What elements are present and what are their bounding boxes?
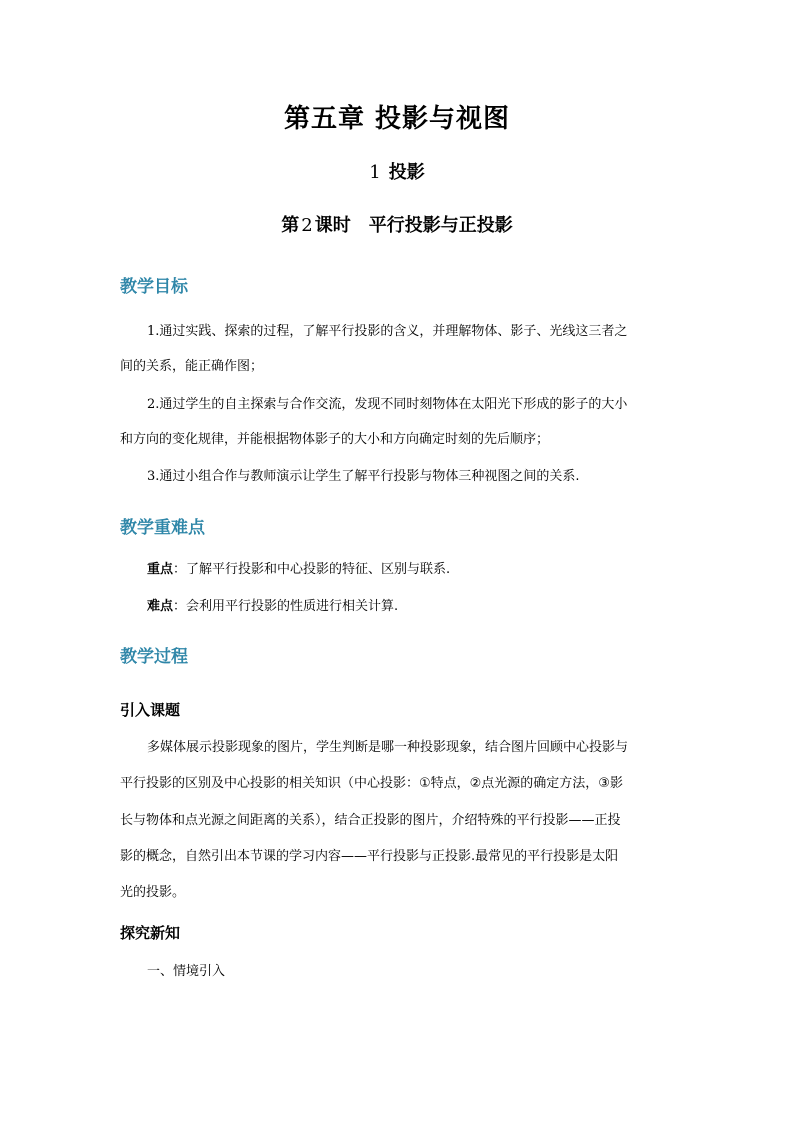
focus-label: 重点 bbox=[147, 562, 174, 577]
objective-item-2-text: 通过学生的自主探索与合作交流，发现不同时刻物体在太阳光下形成的影子的大小 bbox=[159, 397, 628, 412]
difficulty-label: 难点 bbox=[147, 599, 174, 614]
objectives-heading: 教学目标 bbox=[120, 277, 188, 297]
objective-item-1-line-2: 间的关系，能正确作图； bbox=[120, 359, 264, 374]
objective-item-2-number: 2. bbox=[147, 397, 160, 412]
objective-item-1-number: 1. bbox=[147, 324, 160, 339]
intro-paragraph-line-5: 光的投影。 bbox=[120, 885, 186, 900]
difficulty-line bbox=[147, 600, 398, 613]
objective-item-3-number: 3. bbox=[147, 469, 160, 484]
intro-paragraph-line-1: 多媒体展示投影现象的图片，学生判断是哪一种投影现象，结合图片回顾中心投影与 bbox=[147, 740, 629, 755]
focus-line bbox=[147, 563, 450, 576]
section-title bbox=[0, 158, 794, 184]
intro-paragraph-line-2: 平行投影的区别及中心投影的相关知识（中心投影：①特点，②点光源的确定方法，③影 bbox=[120, 776, 623, 791]
lesson-name: 平行投影与正投影 bbox=[368, 215, 513, 236]
section-name: 投影 bbox=[388, 162, 425, 183]
objective-item-2-line-1 bbox=[147, 398, 627, 411]
difficulty-text: ：会利用平行投影的性质进行相关计算. bbox=[173, 599, 399, 614]
objective-item-1-text: 通过实践、探索的过程，了解平行投影的含义，并理解物体、影子、光线这三者之 bbox=[159, 324, 628, 339]
objective-item-3-text: 通过小组合作与教师演示让学生了解平行投影与物体三种视图之间的关系. bbox=[159, 469, 580, 484]
process-heading: 教学过程 bbox=[120, 647, 188, 667]
objective-item-1-line-1 bbox=[147, 325, 627, 338]
explore-item-1: 一、情境引入 bbox=[147, 964, 226, 979]
intro-heading: 引入课题 bbox=[120, 701, 181, 719]
lesson-suffix: 课时 bbox=[314, 215, 351, 236]
intro-paragraph-line-3: 长与物体和点光源之间距离的关系），结合正投影的图片，介绍特殊的平行投影——正投 bbox=[120, 813, 621, 828]
focus-text: ：了解平行投影和中心投影的特征、区别与联系. bbox=[173, 562, 451, 577]
objective-item-2-line-2: 和方向的变化规律，并能根据物体影子的大小和方向确定时刻的先后顺序； bbox=[120, 432, 550, 447]
key-points-heading: 教学重难点 bbox=[120, 518, 205, 538]
section-number: 1 bbox=[369, 162, 381, 183]
explore-heading: 探究新知 bbox=[120, 924, 181, 942]
lesson-title bbox=[0, 211, 794, 237]
chapter-title: 第五章 投影与视图 bbox=[283, 104, 511, 134]
lesson-number: 2 bbox=[301, 215, 313, 236]
lesson-prefix: 第 bbox=[281, 215, 300, 236]
objective-item-3-line-1 bbox=[147, 470, 580, 483]
intro-paragraph-line-4: 影的概念，自然引出本节课的学习内容——平行投影与正投影.最常见的平行投影是太阳 bbox=[120, 849, 619, 864]
